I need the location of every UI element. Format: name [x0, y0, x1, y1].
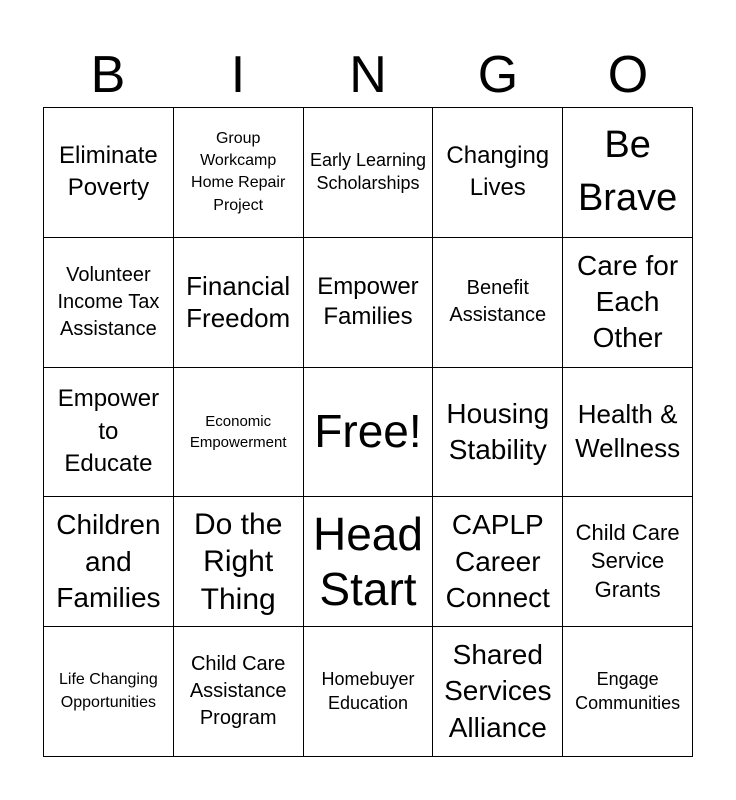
bingo-cell[interactable] [174, 108, 304, 238]
cell-text: Child Care Service Grants [575, 519, 680, 603]
cell-text: Be Brave [577, 124, 678, 220]
bingo-cell[interactable] [44, 497, 174, 627]
bingo-cell[interactable] [433, 497, 563, 627]
cell-text: Children and Families [56, 509, 161, 613]
cell-text: Engage Communities [575, 669, 681, 713]
bingo-cell[interactable] [304, 497, 434, 627]
cell-text: Do the Right Thing [193, 507, 283, 616]
header-letter-g: G [477, 46, 519, 104]
bingo-cell[interactable] [563, 627, 693, 757]
cell-text: Shared Services Alliance [444, 639, 552, 743]
cell-text: CAPLP Career Connect [445, 509, 550, 613]
bingo-cell[interactable] [174, 627, 304, 757]
bingo-cell[interactable] [433, 238, 563, 368]
bingo-cell[interactable] [44, 368, 174, 498]
bingo-cell[interactable] [304, 108, 434, 238]
cell-text: Early Learning Scholarships [309, 150, 427, 194]
cell-text: Empower to Educate [57, 385, 160, 478]
bingo-cell[interactable] [174, 368, 304, 498]
cell-text: Changing Lives [446, 142, 550, 202]
cell-text: Housing Stability [446, 397, 550, 465]
cell-text: Care for Each Other [577, 249, 679, 354]
bingo-cell[interactable] [304, 238, 434, 368]
cell-text: Health & Wellness [575, 399, 681, 463]
bingo-cell[interactable] [44, 108, 174, 238]
cell-text: Volunteer Income Tax Assistance [57, 263, 160, 340]
bingo-cell[interactable] [433, 627, 563, 757]
bingo-cell[interactable] [563, 108, 693, 238]
cell-text: Child Care Assistance Program [189, 653, 287, 730]
cell-text: Group Workcamp Home Repair Project [191, 129, 286, 214]
bingo-header [43, 44, 693, 106]
bingo-cell[interactable] [563, 238, 693, 368]
header-letter-b: B [90, 46, 126, 104]
cell-text: Eliminate Poverty [59, 142, 158, 202]
cell-text: Empower Families [317, 273, 419, 331]
header-letter-i: I [230, 46, 246, 104]
bingo-cell[interactable] [44, 627, 174, 757]
bingo-cell[interactable] [563, 368, 693, 498]
header-letter-n: N [349, 46, 387, 104]
cell-text: Economic Empowerment [189, 412, 287, 451]
bingo-cell[interactable] [174, 497, 304, 627]
bingo-cell[interactable] [563, 497, 693, 627]
bingo-cell[interactable] [174, 238, 304, 368]
header-letter-o: O [607, 46, 649, 104]
cell-text: Homebuyer Education [321, 669, 415, 713]
bingo-card-grid [43, 107, 693, 757]
bingo-cell[interactable] [304, 368, 434, 498]
bingo-cell[interactable] [433, 368, 563, 498]
cell-text: Benefit Assistance [449, 277, 547, 327]
bingo-cell[interactable] [44, 238, 174, 368]
cell-text: Life Changing Opportunities [59, 671, 158, 711]
bingo-cell[interactable] [433, 108, 563, 238]
bingo-cell[interactable] [304, 627, 434, 757]
cell-text: Free! [314, 405, 422, 458]
cell-text: Head Start [313, 507, 423, 615]
cell-text: Financial Freedom [186, 270, 291, 334]
